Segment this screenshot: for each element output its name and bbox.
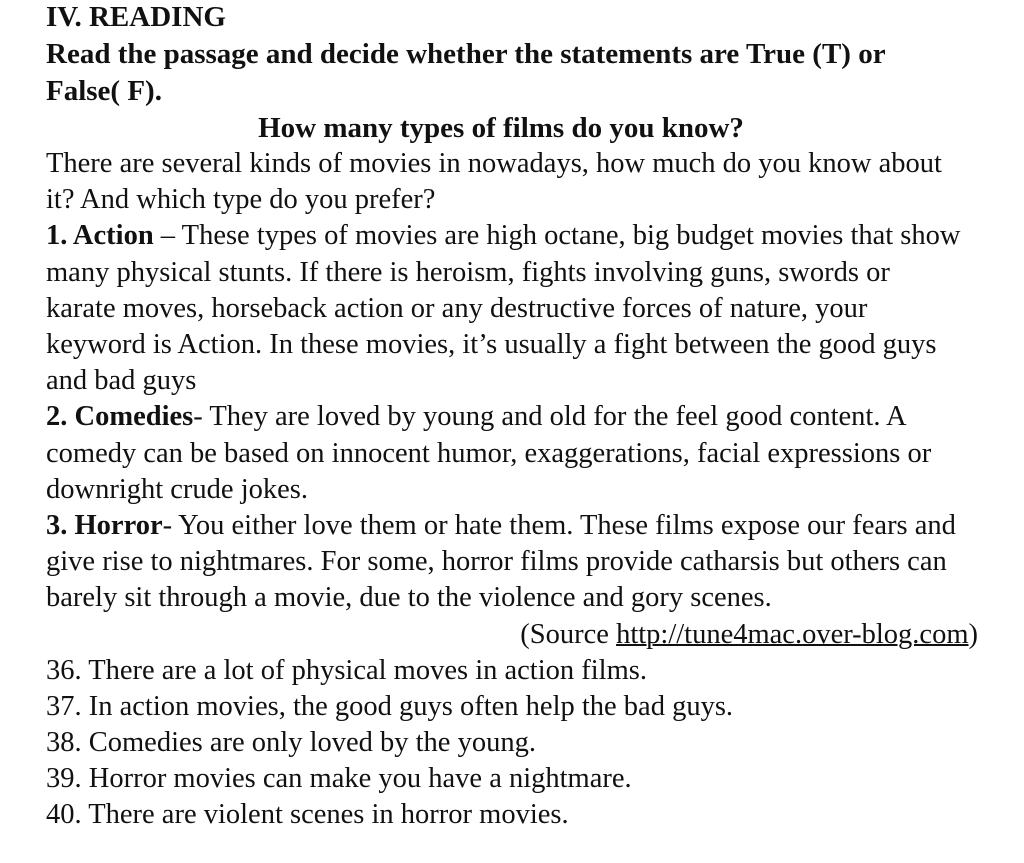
passage-title: How many types of films do you know?	[258, 112, 744, 144]
item-heading: 2. Comedies	[46, 401, 194, 433]
section-title: IV. READING	[46, 1, 226, 33]
statement-item: 37. In action movies, the good guys often help the bad guys.	[46, 690, 734, 722]
source-link[interactable]: http://tune4mac.over-blog.com	[616, 618, 969, 650]
item-text: - They are loved by young and old for the feel good content. A comedy can be based on innocent humor, exaggerations, facial expressions or downright crude jokes.	[46, 401, 932, 505]
passage-item-action	[46, 218, 966, 399]
source-citation	[46, 617, 978, 653]
instruction-text: Read the passage and decide whether the statements are True (T) or False( F).	[46, 38, 886, 107]
passage-item-horror	[46, 508, 966, 617]
passage-item-comedies	[46, 399, 966, 508]
worksheet	[46, 0, 978, 833]
statement-item: 36. There are a lot of physical moves in action films.	[46, 654, 647, 686]
item-heading: 3. Horror	[46, 510, 163, 542]
statement-list	[46, 653, 966, 833]
passage-intro: There are several kinds of movies in nowadays, how much do you know about it? And which type do you prefer?	[46, 148, 942, 216]
source-prefix: (Source	[520, 618, 617, 650]
item-text: – These types of movies are high octane, big budget movies that show many physical stunts. If there is heroism, fights involving guns, swords or karate moves, horseback action or any destructive forces of nature, your keyword is Action. In these movies, it’s usually a fight between the good guys and bad guys	[46, 220, 961, 397]
statement-item: 39. Horror movies can make you have a nightmare.	[46, 762, 632, 794]
source-suffix: )	[968, 618, 978, 650]
item-heading: 1. Action	[46, 220, 154, 252]
statement-item: 40. There are violent scenes in horror movies.	[46, 798, 569, 830]
item-text: - You either love them or hate them. These films expose our fears and give rise to nightmares. For some, horror films provide catharsis but others can barely sit through a movie, due to the violence and gory scenes.	[46, 510, 956, 614]
statement-item: 38. Comedies are only loved by the young.	[46, 726, 536, 758]
